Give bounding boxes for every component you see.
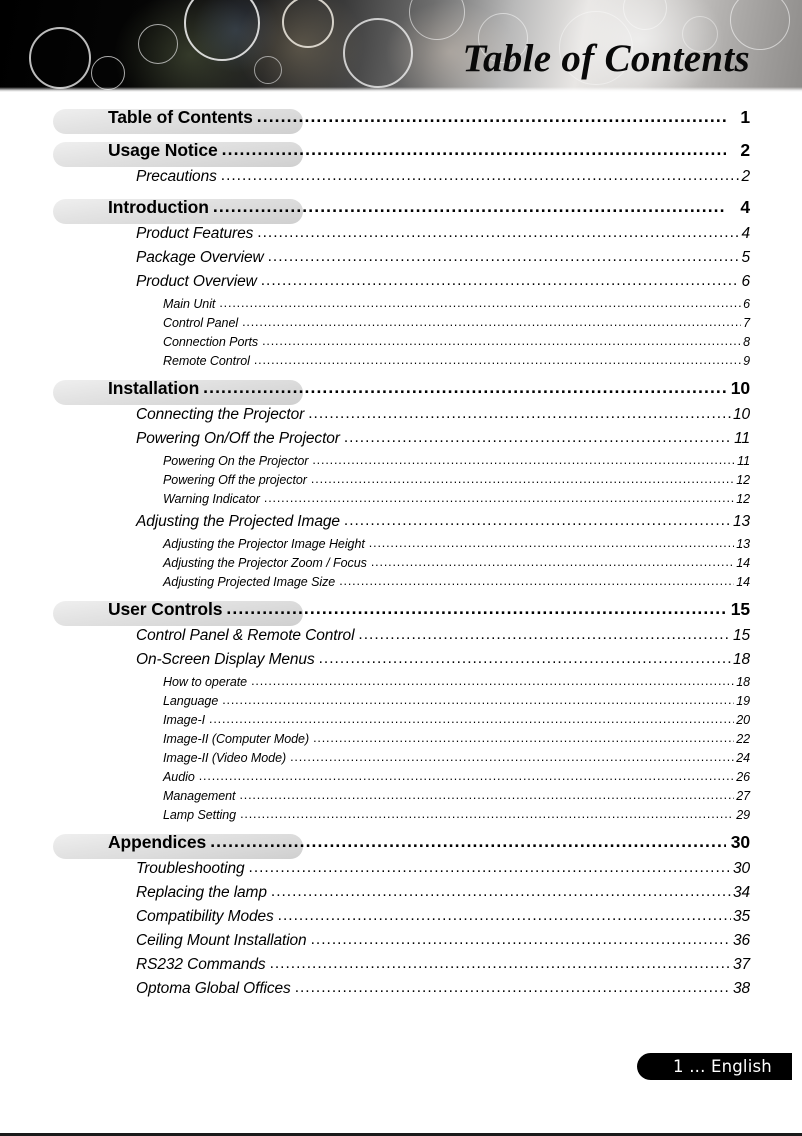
toc-entry-level-3[interactable] bbox=[0, 556, 802, 575]
toc-entry-content bbox=[0, 197, 802, 218]
toc-entry-level-2[interactable] bbox=[0, 513, 802, 537]
toc-leader-dots bbox=[344, 513, 731, 531]
toc-entry-content bbox=[0, 225, 802, 243]
toc-entry-level-2[interactable] bbox=[0, 168, 802, 192]
toc-entry-label: Precautions bbox=[136, 168, 217, 185]
toc-entry-content bbox=[0, 627, 802, 645]
toc-entry-content bbox=[0, 454, 802, 468]
toc-entry-label: Powering Off the projector bbox=[163, 473, 307, 487]
toc-entry-page-number: 13 bbox=[736, 537, 750, 551]
toc-entry-label: Connection Ports bbox=[163, 335, 259, 349]
toc-leader-dots bbox=[270, 956, 731, 974]
toc-entry-level-3[interactable] bbox=[0, 789, 802, 808]
toc-leader-dots bbox=[210, 832, 726, 853]
toc-entry-page-number: 37 bbox=[732, 956, 750, 973]
toc-entry-page-number: 34 bbox=[732, 884, 750, 901]
toc-leader-dots bbox=[222, 140, 726, 161]
toc-entry-content bbox=[0, 354, 802, 368]
circle-outline-icon bbox=[343, 18, 413, 88]
toc-leader-dots bbox=[203, 378, 726, 399]
toc-entry-content bbox=[0, 770, 802, 784]
toc-entry-page-number: 18 bbox=[732, 651, 750, 668]
toc-entry-label: Image-II (Computer Mode) bbox=[163, 732, 310, 746]
toc-entry-label: Replacing the lamp bbox=[136, 884, 267, 901]
header-banner bbox=[0, 0, 802, 92]
toc-entry-page-number: 11 bbox=[737, 454, 750, 468]
toc-leader-dots bbox=[209, 713, 734, 727]
toc-entry-level-3[interactable] bbox=[0, 297, 802, 316]
toc-entry-page-number: 12 bbox=[736, 492, 750, 506]
toc-entry-content bbox=[0, 335, 802, 349]
toc-entry-page-number: 7 bbox=[743, 316, 750, 330]
toc-leader-dots bbox=[254, 354, 741, 368]
toc-leader-dots bbox=[264, 492, 734, 506]
toc-entry-level-2[interactable] bbox=[0, 273, 802, 297]
toc-entry-level-3[interactable] bbox=[0, 694, 802, 713]
circle-outline-icon bbox=[138, 24, 178, 64]
toc-entry-label: Main Unit bbox=[163, 297, 216, 311]
toc-leader-dots bbox=[369, 537, 734, 551]
toc-entry-label: Adjusting the Projector Image Height bbox=[163, 537, 365, 551]
toc-entry-level-2[interactable] bbox=[0, 627, 802, 651]
toc-leader-dots bbox=[311, 932, 731, 950]
toc-entry-level-3[interactable] bbox=[0, 473, 802, 492]
toc-entry-page-number: 14 bbox=[736, 575, 750, 589]
toc-entry-level-3[interactable] bbox=[0, 713, 802, 732]
toc-entry-label: Warning Indicator bbox=[163, 492, 260, 506]
toc-entry-label: Control Panel bbox=[163, 316, 239, 330]
toc-entry-level-2[interactable] bbox=[0, 225, 802, 249]
toc-entry-page-number: 24 bbox=[736, 751, 750, 765]
toc-leader-dots bbox=[221, 168, 740, 186]
toc-entry-content bbox=[0, 651, 802, 669]
toc-entry-content bbox=[0, 297, 802, 311]
toc-entry-label: Lamp Setting bbox=[163, 808, 237, 822]
toc-leader-dots bbox=[213, 197, 726, 218]
table-of-contents bbox=[0, 107, 802, 1004]
toc-entry-label: Control Panel & Remote Control bbox=[136, 627, 355, 644]
toc-entry-label: How to operate bbox=[163, 675, 248, 689]
toc-entry-content bbox=[0, 430, 802, 448]
toc-entry-content bbox=[0, 140, 802, 161]
toc-entry-content bbox=[0, 168, 802, 186]
toc-entry-content bbox=[0, 406, 802, 424]
toc-entry-label: On-Screen Display Menus bbox=[136, 651, 315, 668]
toc-entry-page-number: 2 bbox=[741, 168, 750, 185]
toc-entry-level-1[interactable] bbox=[0, 107, 802, 135]
toc-entry-label: RS232 Commands bbox=[136, 956, 266, 973]
toc-entry-content bbox=[0, 675, 802, 689]
toc-entry-label: Connecting the Projector bbox=[136, 406, 305, 423]
toc-entry-page-number: 19 bbox=[736, 694, 750, 708]
toc-leader-dots bbox=[278, 908, 731, 926]
toc-entry-content bbox=[0, 808, 802, 822]
toc-entry-content bbox=[0, 751, 802, 765]
circle-outline-icon bbox=[623, 0, 667, 30]
toc-leader-dots bbox=[344, 430, 732, 448]
toc-entry-label: Ceiling Mount Installation bbox=[136, 932, 307, 949]
toc-entry-page-number: 22 bbox=[736, 732, 750, 746]
page-title: Table of Contents bbox=[462, 37, 750, 80]
toc-entry-page-number: 6 bbox=[743, 297, 750, 311]
toc-entry-content bbox=[0, 956, 802, 974]
toc-entry-content bbox=[0, 694, 802, 708]
toc-leader-dots bbox=[240, 808, 734, 822]
toc-entry-level-3[interactable] bbox=[0, 732, 802, 751]
toc-entry-content bbox=[0, 732, 802, 746]
toc-entry-page-number: 1 bbox=[740, 107, 750, 127]
toc-entry-page-number: 5 bbox=[741, 249, 750, 266]
toc-leader-dots bbox=[290, 751, 734, 765]
toc-entry-page-number: 12 bbox=[736, 473, 750, 487]
toc-leader-dots bbox=[199, 770, 734, 784]
toc-entry-level-1[interactable] bbox=[0, 599, 802, 627]
toc-entry-level-3[interactable] bbox=[0, 354, 802, 373]
toc-entry-level-2[interactable] bbox=[0, 884, 802, 908]
toc-entry-level-1[interactable] bbox=[0, 197, 802, 225]
toc-entry-page-number: 15 bbox=[732, 627, 750, 644]
toc-entry-page-number: 6 bbox=[741, 273, 750, 290]
toc-leader-dots bbox=[257, 225, 739, 243]
toc-entry-level-2[interactable] bbox=[0, 956, 802, 980]
toc-entry-level-3[interactable] bbox=[0, 575, 802, 594]
toc-entry-level-3[interactable] bbox=[0, 492, 802, 511]
toc-entry-content bbox=[0, 316, 802, 330]
toc-entry-content bbox=[0, 273, 802, 291]
toc-entry-label: Troubleshooting bbox=[136, 860, 245, 877]
toc-entry-label: Compatibility Modes bbox=[136, 908, 274, 925]
toc-entry-level-2[interactable] bbox=[0, 932, 802, 956]
toc-entry-page-number: 10 bbox=[730, 378, 750, 398]
toc-entry-level-1[interactable] bbox=[0, 140, 802, 168]
toc-leader-dots bbox=[222, 694, 734, 708]
toc-entry-level-3[interactable] bbox=[0, 675, 802, 694]
toc-entry-page-number: 38 bbox=[732, 980, 750, 997]
toc-entry-label: Adjusting Projected Image Size bbox=[163, 575, 336, 589]
toc-entry-label: Product Overview bbox=[136, 273, 257, 290]
toc-entry-page-number: 4 bbox=[741, 225, 750, 242]
toc-entry-content bbox=[0, 575, 802, 589]
toc-entry-content bbox=[0, 556, 802, 570]
toc-entry-content bbox=[0, 884, 802, 902]
toc-entry-content bbox=[0, 832, 802, 853]
toc-entry-page-number: 36 bbox=[732, 932, 750, 949]
toc-entry-page-number: 35 bbox=[732, 908, 750, 925]
footer-page-badge bbox=[637, 1053, 792, 1080]
toc-entry-label: Adjusting the Projected Image bbox=[136, 513, 340, 530]
toc-leader-dots bbox=[295, 980, 731, 998]
circle-outline-icon bbox=[409, 0, 465, 40]
toc-leader-dots bbox=[242, 316, 741, 330]
toc-entry-content bbox=[0, 599, 802, 620]
toc-entry-page-number: 26 bbox=[736, 770, 750, 784]
circle-outline-icon bbox=[91, 56, 125, 90]
toc-entry-level-2[interactable] bbox=[0, 651, 802, 675]
banner-fade bbox=[0, 87, 802, 92]
toc-entry-page-number: 20 bbox=[736, 713, 750, 727]
toc-entry-level-2[interactable] bbox=[0, 430, 802, 454]
toc-entry-label: Table of Contents bbox=[108, 107, 253, 127]
circle-outline-icon bbox=[184, 0, 260, 61]
toc-leader-dots bbox=[358, 627, 731, 645]
toc-entry-label: Appendices bbox=[108, 832, 207, 852]
circle-outline-icon bbox=[29, 27, 91, 89]
toc-entry-level-3[interactable] bbox=[0, 751, 802, 770]
toc-leader-dots bbox=[257, 107, 726, 128]
toc-entry-content bbox=[0, 537, 802, 551]
toc-leader-dots bbox=[371, 556, 734, 570]
toc-entry-page-number: 11 bbox=[734, 430, 750, 447]
toc-entry-level-2[interactable] bbox=[0, 860, 802, 884]
toc-leader-dots bbox=[312, 454, 735, 468]
toc-leader-dots bbox=[339, 575, 734, 589]
toc-leader-dots bbox=[226, 599, 726, 620]
toc-entry-label: Powering On/Off the Projector bbox=[136, 430, 340, 447]
toc-entry-page-number: 30 bbox=[732, 860, 750, 877]
toc-entry-level-1[interactable] bbox=[0, 832, 802, 860]
toc-entry-content bbox=[0, 980, 802, 998]
footer-page-label: 1 ... English bbox=[673, 1057, 772, 1076]
circle-outline-icon bbox=[254, 56, 282, 84]
toc-leader-dots bbox=[268, 249, 740, 267]
toc-leader-dots bbox=[239, 789, 734, 803]
toc-entry-label: Language bbox=[163, 694, 219, 708]
toc-entry-page-number: 4 bbox=[740, 197, 750, 217]
toc-leader-dots bbox=[271, 884, 731, 902]
toc-entry-level-3[interactable] bbox=[0, 770, 802, 789]
toc-entry-page-number: 30 bbox=[730, 832, 750, 852]
toc-entry-page-number: 27 bbox=[736, 789, 750, 803]
toc-entry-label: Remote Control bbox=[163, 354, 250, 368]
toc-entry-label: Optoma Global Offices bbox=[136, 980, 291, 997]
toc-entry-content bbox=[0, 492, 802, 506]
toc-entry-label: Management bbox=[163, 789, 236, 803]
toc-entry-content bbox=[0, 473, 802, 487]
toc-entry-level-3[interactable] bbox=[0, 454, 802, 473]
toc-entry-content bbox=[0, 860, 802, 878]
toc-leader-dots bbox=[313, 732, 734, 746]
toc-leader-dots bbox=[319, 651, 731, 669]
toc-leader-dots bbox=[249, 860, 731, 878]
toc-leader-dots bbox=[219, 297, 741, 311]
toc-leader-dots bbox=[262, 335, 741, 349]
toc-entry-level-3[interactable] bbox=[0, 335, 802, 354]
toc-entry-page-number: 2 bbox=[740, 140, 750, 160]
toc-entry-page-number: 15 bbox=[730, 599, 750, 619]
toc-entry-page-number: 14 bbox=[736, 556, 750, 570]
toc-entry-content bbox=[0, 713, 802, 727]
toc-entry-label: Adjusting the Projector Zoom / Focus bbox=[163, 556, 367, 570]
toc-entry-content bbox=[0, 789, 802, 803]
toc-leader-dots bbox=[251, 675, 734, 689]
toc-entry-content bbox=[0, 249, 802, 267]
toc-entry-label: Audio bbox=[163, 770, 195, 784]
toc-entry-level-3[interactable] bbox=[0, 808, 802, 827]
toc-leader-dots bbox=[308, 406, 731, 424]
toc-entry-level-2[interactable] bbox=[0, 908, 802, 932]
toc-entry-level-3[interactable] bbox=[0, 537, 802, 556]
toc-entry-content bbox=[0, 378, 802, 399]
toc-entry-label: Image-II (Video Mode) bbox=[163, 751, 287, 765]
toc-entry-label: Installation bbox=[108, 378, 200, 398]
toc-entry-label: Product Features bbox=[136, 225, 254, 242]
toc-entry-page-number: 9 bbox=[743, 354, 750, 368]
toc-entry-page-number: 18 bbox=[736, 675, 750, 689]
toc-entry-level-2[interactable] bbox=[0, 980, 802, 1004]
toc-entry-level-2[interactable] bbox=[0, 406, 802, 430]
toc-entry-page-number: 8 bbox=[743, 335, 750, 349]
toc-entry-level-2[interactable] bbox=[0, 249, 802, 273]
circle-outline-icon bbox=[282, 0, 334, 48]
toc-entry-label: Image-I bbox=[163, 713, 206, 727]
toc-leader-dots bbox=[311, 473, 734, 487]
toc-entry-page-number: 29 bbox=[736, 808, 750, 822]
toc-entry-content bbox=[0, 932, 802, 950]
toc-entry-label: Introduction bbox=[108, 197, 209, 217]
toc-entry-content bbox=[0, 107, 802, 128]
toc-entry-label: User Controls bbox=[108, 599, 223, 619]
toc-entry-level-3[interactable] bbox=[0, 316, 802, 335]
toc-entry-label: Package Overview bbox=[136, 249, 264, 266]
toc-leader-dots bbox=[261, 273, 740, 291]
toc-entry-content bbox=[0, 513, 802, 531]
toc-entry-label: Usage Notice bbox=[108, 140, 218, 160]
toc-entry-content bbox=[0, 908, 802, 926]
toc-entry-page-number: 13 bbox=[732, 513, 750, 530]
toc-entry-level-1[interactable] bbox=[0, 378, 802, 406]
toc-entry-page-number: 10 bbox=[732, 406, 750, 423]
toc-entry-label: Powering On the Projector bbox=[163, 454, 309, 468]
